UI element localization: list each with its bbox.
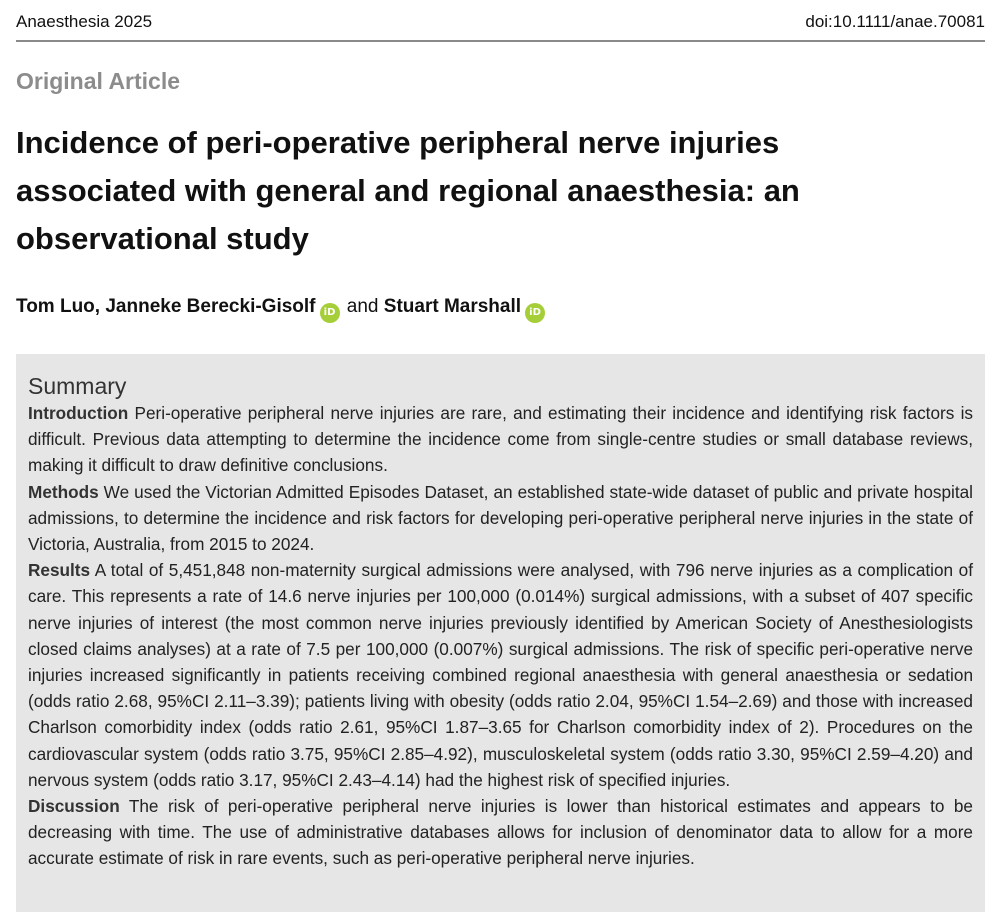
author-list (16, 293, 547, 323)
article-page (16, 0, 985, 924)
summary-box (16, 354, 985, 912)
section-text: A total of 5,451,848 non-maternity surgical admissions were analysed, with 796 nerve injuries as a complication of care. This represents a rate of 14.6 nerve injuries per 100,000 (0.014%) surgical admissions, with a subset of 407 specific nerve injuries of interest (the most common nerve injuries previously identified by American Society of Anesthesiologists closed claims analyses) at a rate of 7.5 per 100,000 (0.007%) surgical admissions. The risk of specific peri-operative nerve injuries increased significantly in patients receiving combined regional anaesthesia with general anaesthesia or sedation (odds ratio 2.68, 95%CI 2.11–3.39); patients living with obesity (odds ratio 2.04, 95%CI 1.54–2.69) and those with increased Charlson comorbidity index (odds ratio 2.61, 95%CI 1.87–3.65 for Charlson comorbidity index of 2). Procedures on the cardiovascular system (odds ratio 3.75, 95%CI 2.85–4.92), musculoskeletal system (odds ratio 3.30, 95%CI 2.59–4.20) and nervous system (odds ratio 3.17, 95%CI 2.43–4.14) had the highest risk of specified injuries. (28, 560, 973, 790)
author-conjunction: and (346, 296, 379, 317)
section-label: Introduction (28, 403, 129, 423)
author-name[interactable]: Tom Luo, (16, 296, 101, 317)
summary-body (28, 400, 973, 872)
section-label: Methods (28, 481, 99, 502)
section-label: Discussion (28, 796, 120, 817)
section-text: We used the Victorian Admitted Episodes Dataset, an established state-wide dataset of public and private hospital admissions, to determine the incidence and risk factors for developing peri-operative peripheral nerve injuries in the state of Victoria, Australia, from 2015 to 2024. (28, 481, 974, 555)
article-title: Incidence of peri-operative peripheral nerve injuries associated with general and regional anaesthesia: an observational study (16, 125, 800, 256)
orcid-icon[interactable]: iD (320, 303, 340, 323)
author-name[interactable]: Stuart Marshall (383, 296, 522, 317)
summary-section-introduction (28, 400, 973, 479)
running-header (16, 10, 985, 42)
orcid-icon[interactable]: iD (525, 303, 545, 323)
doi-link[interactable]: doi:10.1111/anae.70081 (805, 12, 985, 31)
summary-section-methods (28, 479, 973, 558)
summary-section-results (28, 557, 973, 793)
section-text: Peri-operative peripheral nerve injuries are rare, and estimating their incidence and identifying risk factors is difficult. Previous data attempting to determine the incidence come from single-centre studies or small database reviews, making it difficult to draw definitive conclusions. (28, 403, 973, 476)
summary-heading: Summary (28, 373, 127, 399)
summary-section-discussion (28, 793, 973, 872)
section-text: The risk of peri-operative peripheral nerve injuries is lower than historical estimates and appears to be decreasing with time. The use of administrative databases allows for inclusion of denominator data to allow for a more accurate estimate of risk in rare events, such as peri-operative peripheral nerve injuries. (28, 796, 973, 869)
section-label: Results (28, 560, 91, 581)
journal-name: Anaesthesia 2025 (16, 12, 153, 31)
article-type-label: Original Article (16, 68, 181, 94)
author-name[interactable]: Janneke Berecki-Gisolf (105, 296, 316, 317)
